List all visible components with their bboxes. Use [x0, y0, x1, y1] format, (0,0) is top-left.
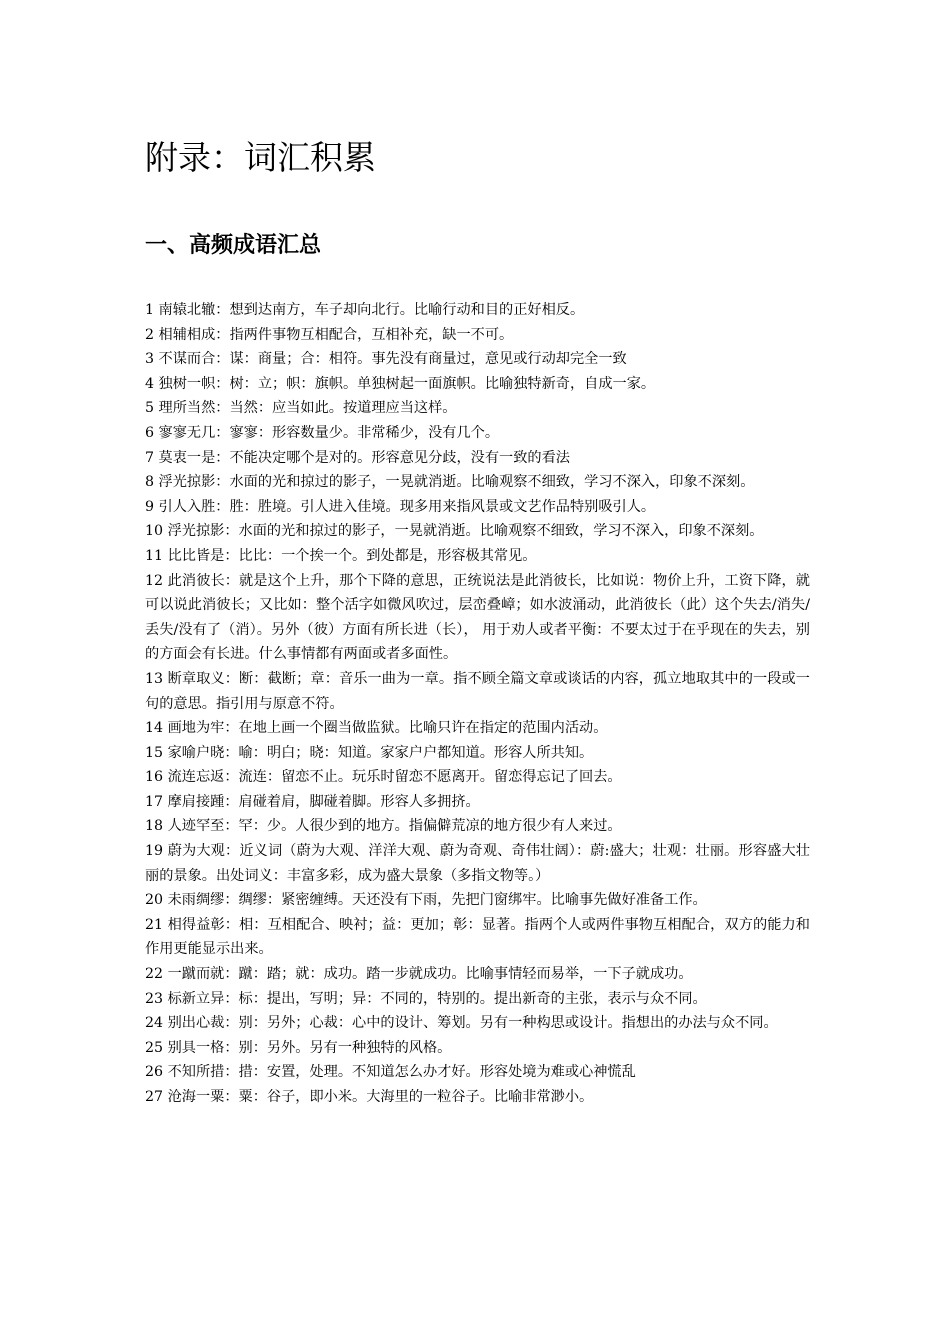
section-heading: 一、高频成语汇总 [145, 233, 322, 258]
idiom-entry: 12 此消彼长：就是这个上升，那个下降的意思，正统说法是此消彼长，比如说：物价上升，工资下降，就可以说此消彼长；又比如：整个活字如微风吹过，层峦叠嶂；如水波涌动，此消彼长（此）这个失去/消失/丢失/没有了（消）。另外（彼）方面有所长进（长）， 用于劝人或者平衡：不要太过于在乎现在的失去，别的方面会有长进。什么事情都有两面或者多面性。 [145, 572, 810, 663]
idiom-entry: 16 流连忘返：流连：留恋不止。玩乐时留恋不愿离开。留恋得忘记了回去。 [145, 769, 622, 786]
idiom-entry: 27 沧海一粟：粟：谷子，即小米。大海里的一粒谷子。比喻非常渺小。 [145, 1089, 594, 1105]
page-title: 附录：词汇积累 [145, 138, 376, 177]
idiom-entry: 24 别出心裁：别：另外；心裁：心中的设计、筹划。另有一种构思或设计。指想出的办法与众不同。 [145, 1015, 778, 1032]
idiom-entry: 13 断章取义：断：截断；章：音乐一曲为一章。指不顾全篇文章或谈话的内容，孤立地取其中的一段或一句的意思。指引用与原意不符。 [145, 670, 810, 712]
idiom-entry: 15 家喻户晓：喻：明白；晓：知道。家家户户都知道。形容人所共知。 [145, 744, 594, 761]
idiom-entry: 26 不知所措：措：安置，处理。不知道怎么办才好。形容处境为难或心神慌乱 [145, 1064, 636, 1081]
idiom-entry: 14 画地为牢：在地上画一个圈当做监狱。比喻只许在指定的范围内活动。 [145, 720, 608, 737]
idiom-list [145, 298, 810, 1110]
idiom-entry: 18 人迹罕至：罕：少。人很少到的地方。指偏僻荒凉的地方很少有人来过。 [145, 818, 622, 835]
idiom-entry: 6 寥寥无几：寥寥：形容数量少。非常稀少，没有几个。 [145, 424, 500, 441]
idiom-entry: 11 比比皆是：比比：一个挨一个。到处都是，形容极其常见。 [145, 547, 537, 564]
idiom-entry: 19 蔚为大观：近义词（蔚为大观、洋洋大观、蔚为奇观、奇伟壮阔）：蔚:盛大；壮观：壮丽。形容盛大壮丽的景象。出处词义：丰富多彩，成为盛大景象（多指文物等。） [145, 843, 810, 884]
idiom-entry: 22 一蹴而就：蹴：踏；就：成功。踏一步就成功。比喻事情轻而易举，一下子就成功。 [145, 966, 693, 983]
idiom-entry: 20 未雨绸缪：绸缪：紧密缠缚。天还没有下雨，先把门窗绑牢。比喻事先做好准备工作。 [145, 892, 707, 909]
idiom-entry: 17 摩肩接踵：肩碰着肩，脚碰着脚。形容人多拥挤。 [145, 793, 480, 810]
idiom-entry: 2 相辅相成：指两件事物互相配合，互相补充，缺一不可。 [145, 326, 514, 343]
idiom-entry: 1 南辕北辙：想到达南方，车子却向北行。比喻行动和目的正好相反。 [145, 302, 585, 318]
idiom-entry: 8 浮光掠影：水面的光和掠过的影子，一晃就消逝。比喻观察不细致，学习不深入，印象不深刻。 [145, 474, 755, 491]
idiom-entry: 25 别具一格：别：另外。另有一种独特的风格。 [145, 1039, 452, 1056]
idiom-entry: 5 理所当然：当然：应当如此。按道理应当这样。 [145, 400, 457, 417]
idiom-entry: 23 标新立异：标：提出，写明；异：不同的，特别的。提出新奇的主张，表示与众不同。 [145, 990, 707, 1007]
idiom-entry: 7 莫衷一是：不能决定哪个是对的。形容意见分歧，没有一致的看法 [145, 449, 570, 466]
idiom-entry: 9 引人入胜：胜：胜境。引人进入佳境。现多用来指风景或文艺作品特别吸引人。 [145, 498, 656, 515]
idiom-entry: 10 浮光掠影：水面的光和掠过的影子，一晃就消逝。比喻观察不细致，学习不深入，印象不深刻。 [145, 523, 764, 540]
idiom-entry: 4 独树一帜：树：立；帜：旗帜。单独树起一面旗帜。比喻独特新奇，自成一家。 [145, 375, 656, 392]
idiom-entry: 3 不谋而合：谋：商量；合：相符。事先没有商量过，意见或行动却完全一致 [145, 351, 627, 368]
idiom-entry: 21 相得益彰：相：互相配合、映衬；益：更加；彰：显著。指两个人或两件事物互相配合，双方的能力和作用更能显示出来。 [145, 916, 810, 958]
